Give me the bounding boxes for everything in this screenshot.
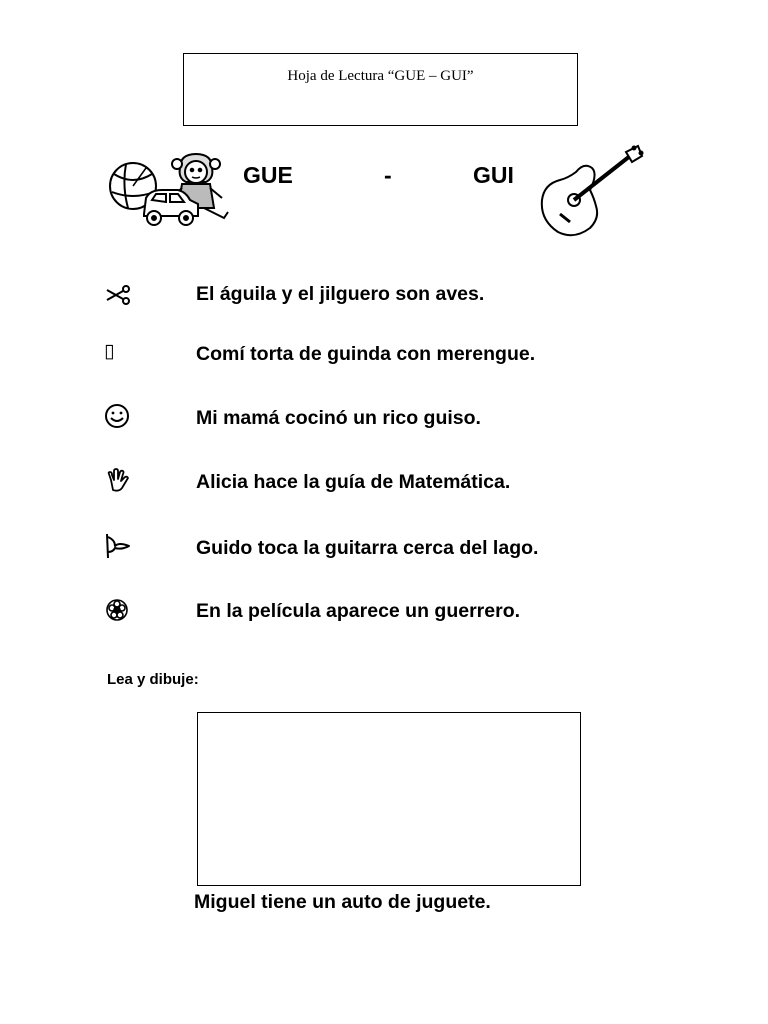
page-title: Hoja de Lectura “GUE – GUI”: [287, 68, 474, 84]
flower-icon: [103, 597, 131, 625]
drawing-caption: Miguel tiene un auto de juguete.: [194, 891, 491, 913]
guitar-illustration: [538, 144, 646, 240]
toys-illustration: [106, 148, 232, 230]
sentence-6: En la película aparece un guerrero.: [196, 600, 521, 622]
drawing-box[interactable]: [197, 712, 581, 886]
sentence-1: El águila y el jilguero son aves.: [196, 283, 485, 305]
smiley-icon: [103, 403, 131, 431]
syllable-dash: -: [384, 162, 392, 188]
sentence-2: Comí torta de guinda con merengue.: [196, 343, 536, 365]
syllable-gui: GUI: [473, 162, 514, 188]
scissors-icon: [103, 281, 131, 309]
box-glyph-icon: ▯: [104, 340, 115, 362]
syllable-gue: GUE: [243, 162, 293, 188]
pennant-flag-icon: [103, 532, 131, 560]
title-box: [183, 53, 578, 126]
sentence-4: Alicia hace la guía de Matemática.: [196, 471, 511, 493]
sentence-5: Guido toca la guitarra cerca del lago.: [196, 537, 539, 559]
sentence-3: Mi mamá cocinó un rico guiso.: [196, 407, 481, 429]
hand-icon: [103, 468, 131, 496]
exercise-instruction: Lea y dibuje:: [107, 671, 199, 688]
